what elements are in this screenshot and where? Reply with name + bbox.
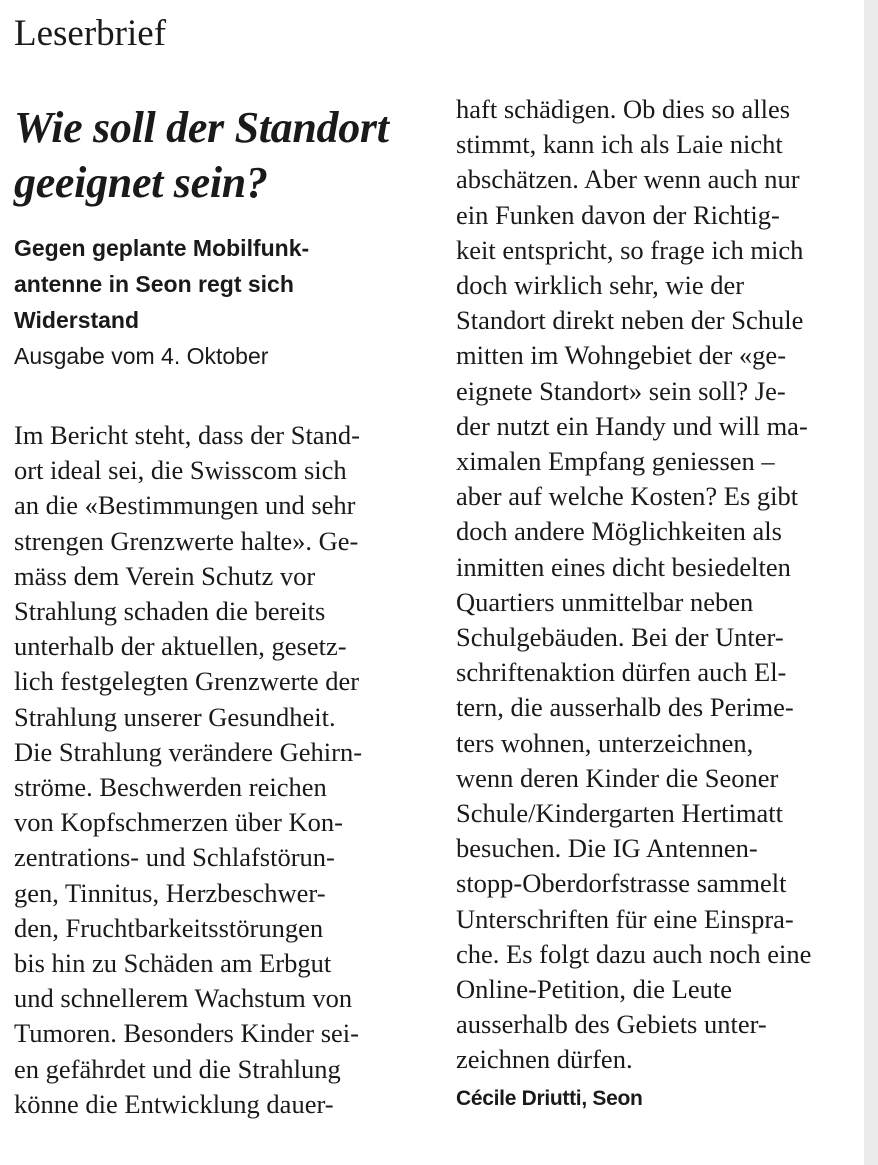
ref-title-line: Widerstand — [14, 307, 140, 333]
referenced-article-title — [14, 230, 434, 338]
body-line: Unterschriften für eine Einspra- — [456, 903, 794, 934]
body-line: ort ideal sei, die Swisscom sich — [14, 455, 347, 486]
body-line: Schule/Kindergarten Hertimatt — [456, 798, 783, 829]
body-line: mäss dem Verein Schutz vor — [14, 560, 316, 591]
body-line: strengen Grenzwerte halte». Ge- — [14, 525, 359, 556]
ref-title-line: antenne in Seon regt sich — [14, 271, 294, 297]
section-rubric: Leserbrief — [14, 13, 167, 54]
body-line: bis hin zu Schäden am Erbgut — [14, 948, 332, 979]
issue-date: Ausgabe vom 4. Oktober — [14, 343, 269, 369]
body-line: Tumoren. Besonders Kinder sei- — [14, 1018, 359, 1049]
column-right — [456, 92, 876, 1114]
body-line: von Kopfschmerzen über Kon- — [14, 807, 343, 838]
body-line: Strahlung unserer Gesundheit. — [14, 701, 336, 732]
body-line: che. Es folgt dazu auch noch eine — [456, 938, 812, 969]
article-reference — [14, 230, 434, 374]
body-line: Strahlung schaden die bereits — [14, 596, 326, 627]
body-text-right — [456, 92, 876, 1078]
body-line: Quartiers unmittelbar neben — [456, 586, 754, 617]
body-line: und schnellerem Wachstum von — [14, 983, 353, 1014]
body-line: besuchen. Die IG Antennen- — [456, 833, 758, 864]
body-line: Standort direkt neben der Schule — [456, 305, 804, 336]
body-line: ein Funken davon der Richtig- — [456, 199, 780, 230]
body-line: den, Fruchtbarkeitsstörungen — [14, 912, 324, 943]
body-line: keit entspricht, so frage ich mich — [456, 234, 804, 265]
body-line: doch wirklich sehr, wie der — [456, 270, 745, 301]
body-line: aber auf welche Kosten? Es gibt — [456, 481, 799, 512]
author-signature: Cécile Driutti, Seon — [456, 1086, 643, 1110]
body-line: stimmt, kann ich als Laie nicht — [456, 129, 783, 160]
body-line: schriftenaktion dürfen auch El- — [456, 657, 787, 688]
body-line: stopp-Oberdorfstrasse sammelt — [456, 868, 787, 899]
column-left — [14, 100, 434, 1122]
body-line: unterhalb der aktuellen, gesetz- — [14, 631, 347, 662]
body-line: zentrations- und Schlafstörun- — [14, 842, 335, 873]
body-text-left — [14, 418, 434, 1122]
body-line: doch andere Möglichkeiten als — [456, 516, 782, 547]
body-line: Schulgebäuden. Bei der Unter- — [456, 622, 784, 653]
body-line: en gefährdet und die Strahlung — [14, 1053, 341, 1084]
body-line: Online-Petition, die Leute — [456, 974, 732, 1005]
body-line: ausserhalb des Gebiets unter- — [456, 1009, 767, 1040]
headline — [14, 100, 434, 210]
body-line: abschätzen. Aber wenn auch nur — [456, 164, 800, 195]
headline-line: Wie soll der Standort — [14, 103, 389, 152]
body-line: ters wohnen, unterzeichnen, — [456, 727, 754, 758]
body-line: tern, die ausserhalb des Perime- — [456, 692, 794, 723]
ref-title-line: Gegen geplante Mobilfunk- — [14, 235, 310, 261]
body-line: könne die Entwicklung dauer- — [14, 1088, 334, 1119]
body-line: inmitten eines dicht besiedelten — [456, 551, 791, 582]
body-line: haft schädigen. Ob dies so alles — [456, 94, 791, 124]
body-line: eignete Standort» sein soll? Je- — [456, 375, 786, 406]
body-line: gen, Tinnitus, Herzbeschwer- — [14, 877, 326, 908]
body-line: zeichnen dürfen. — [456, 1044, 633, 1075]
body-line: der nutzt ein Handy und will ma- — [456, 410, 808, 441]
body-line: lich festgelegten Grenzwerte der — [14, 666, 360, 697]
body-line: ximalen Empfang geniessen – — [456, 446, 775, 477]
headline-line: geeignet sein? — [14, 158, 268, 207]
body-line: Im Bericht steht, dass der Stand- — [14, 420, 360, 450]
body-line: Die Strahlung verändere Gehirn- — [14, 736, 363, 767]
body-line: wenn deren Kinder die Seoner — [456, 762, 779, 793]
body-line: an die «Bestimmungen und sehr — [14, 490, 356, 521]
body-line: mitten im Wohngebiet der «ge- — [456, 340, 787, 371]
body-line: ströme. Beschwerden reichen — [14, 772, 327, 803]
